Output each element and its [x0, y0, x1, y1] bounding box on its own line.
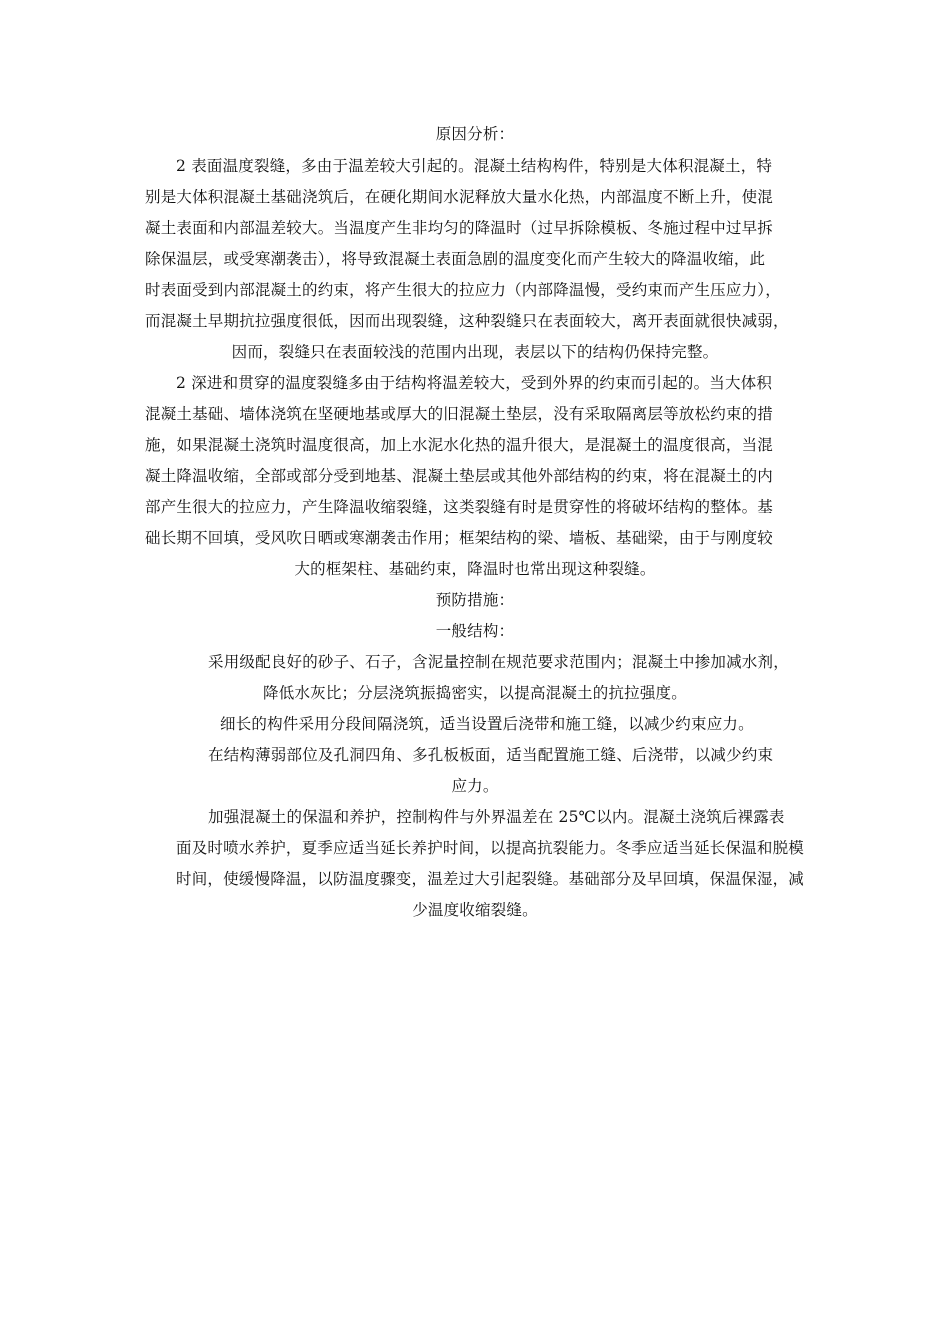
- paragraph-line: 细长的构件采用分段间隔浇筑，适当设置后浇带和施工缝，以减少约束应力。: [220, 715, 754, 733]
- paragraph-line: 础长期不回填，受风吹日晒或寒潮袭击作用；框架结构的梁、墙板、基础梁，由于与刚度较: [145, 529, 774, 547]
- paragraph-line: 应力。: [451, 777, 499, 795]
- paragraph-line: 时间，使缓慢降温，以防温度骤变，温差过大引起裂缝。基础部分及早回填，保温保湿，减: [176, 870, 805, 888]
- paragraph-line: 面及时喷水养护，夏季应适当延长养护时间，以提高抗裂能力。冬季应适当延长保温和脱模: [176, 839, 805, 857]
- paragraph-line: 别是大体积混凝土基础浇筑后，在硬化期间水泥释放大量水化热，内部温度不断上升，使混: [145, 188, 774, 206]
- paragraph-line: 采用级配良好的砂子、石子，含泥量控制在规范要求范围内；混凝土中掺加减水剂，: [208, 653, 789, 671]
- paragraph-line: 少温度收缩裂缝。: [412, 901, 538, 919]
- paragraph-line: 除保温层，或受寒潮袭击），将导致混凝土表面急剧的温度变化而产生较大的降温收缩，此: [145, 250, 766, 268]
- heading-general-structure: 一般结构：: [435, 622, 515, 640]
- paragraph-line: 在结构薄弱部位及孔洞四角、多孔板板面，适当配置施工缝、后浇带，以减少约束: [208, 746, 774, 764]
- paragraph-line: 大的框架柱、基础约束，降温时也常出现这种裂缝。: [294, 560, 656, 578]
- heading-cause: 原因分析：: [435, 125, 515, 143]
- heading-prevention: 预防措施：: [435, 591, 515, 609]
- paragraph-line: 而混凝土早期抗拉强度很低，因而出现裂缝，这种裂缝只在表面较大，离开表面就很快减弱，: [145, 312, 789, 330]
- paragraph-line: 加强混凝土的保温和养护，控制构件与外界温差在 25℃以内。混凝土浇筑后裸露表: [208, 808, 785, 826]
- paragraph-line: 降低水灰比；分层浇筑振捣密实，以提高混凝土的抗拉强度。: [263, 684, 687, 702]
- paragraph-line: 时表面受到内部混凝土的约束，将产生很大的拉应力（内部降温慢，受约束而产生压应力），: [145, 281, 781, 299]
- paragraph-line: 2 表面温度裂缝，多由于温差较大引起的。混凝土结构构件，特别是大体积混凝土，特: [176, 157, 773, 175]
- paragraph-line: 部产生很大的拉应力，产生降温收缩裂缝，这类裂缝有时是贯穿性的将破坏结构的整体。基: [145, 498, 774, 516]
- paragraph-line: 因而，裂缝只在表面较浅的范围内出现，表层以下的结构仍保持完整。: [231, 343, 719, 361]
- paragraph-line: 2 深进和贯穿的温度裂缝多由于结构将温差较大，受到外界的约束而引起的。当大体积: [176, 374, 773, 392]
- paragraph-line: 施，如果混凝土浇筑时温度很高，加上水泥水化热的温升很大，是混凝土的温度很高，当混: [145, 436, 774, 454]
- paragraph-line: 凝土表面和内部温差较大。当温度产生非均匀的降温时（过早拆除模板、冬施过程中过早拆: [145, 219, 774, 237]
- paragraph-line: 混凝土基础、墙体浇筑在坚硬地基或厚大的旧混凝土垫层，没有采取隔离层等放松约束的措: [145, 405, 774, 423]
- paragraph-line: 凝土降温收缩，全部或部分受到地基、混凝土垫层或其他外部结构的约束，将在混凝土的内: [145, 467, 774, 485]
